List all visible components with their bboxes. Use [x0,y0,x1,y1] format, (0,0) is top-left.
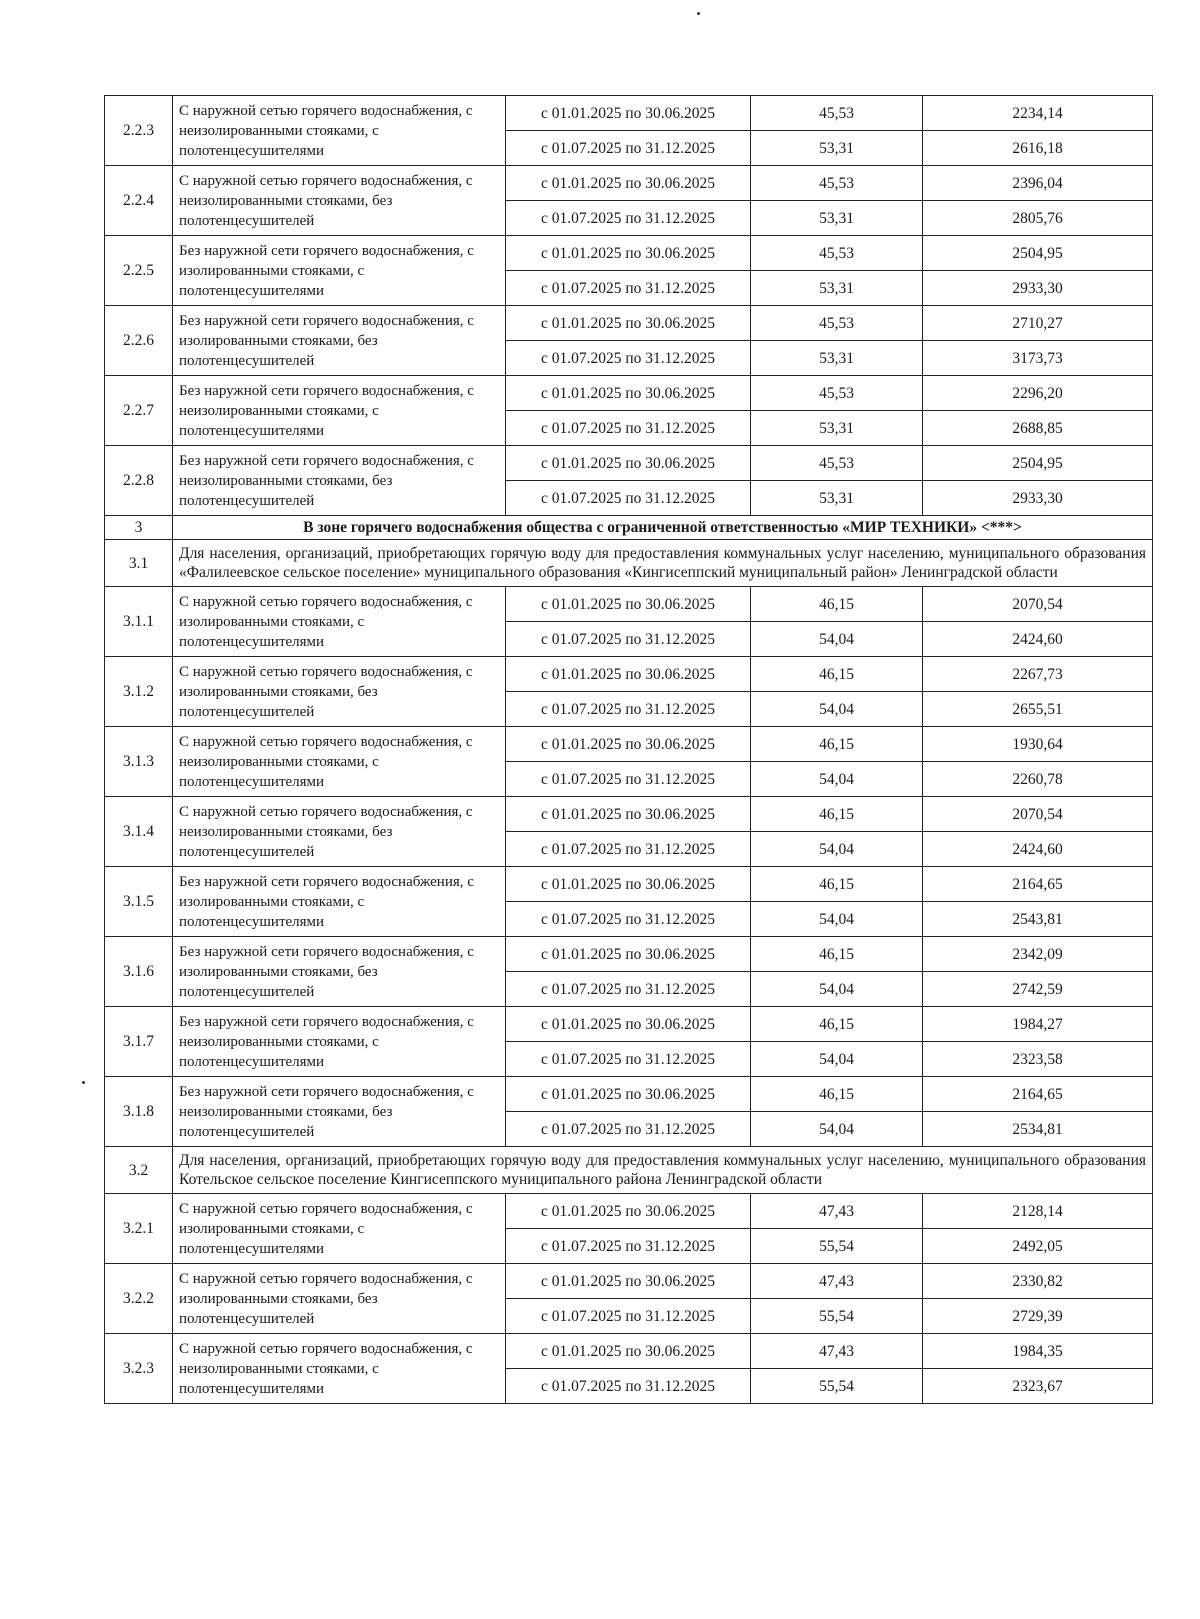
group-description: Для населения, организаций, приобретающих горячую воду для предоставления коммунальных услуг населению, муниципального образования Котельское сельское поселение Кингисеппского муниципального района Ленинградской области [173,1147,1153,1194]
rate-cell: 53,31 [751,271,923,306]
rate-cell: 53,31 [751,411,923,446]
table-row [105,587,1153,622]
item-description: С наружной сетью горячего водоснабжения, с неизолированными стояками, с полотенцесушителями [173,96,506,166]
period-cell: с 01.07.2025 по 31.12.2025 [506,762,751,797]
rate-cell: 45,53 [751,306,923,341]
item-code: 3.1.1 [105,587,173,657]
tariff-cell: 2260,78 [923,762,1153,797]
tariff-cell: 2070,54 [923,587,1153,622]
item-description: Без наружной сети горячего водоснабжения, с изолированными стояками, с полотенцесушителями [173,236,506,306]
rate-cell: 55,54 [751,1369,923,1404]
table-row [105,376,1153,411]
rate-cell: 45,53 [751,96,923,131]
item-code: 3.1.7 [105,1007,173,1077]
table-row [105,1007,1153,1042]
item-description: С наружной сетью горячего водоснабжения, с изолированными стояками, без полотенцесушителей [173,1264,506,1334]
rate-cell: 54,04 [751,832,923,867]
tariff-cell: 2070,54 [923,797,1153,832]
table-row [105,727,1153,762]
item-description: Без наружной сети горячего водоснабжения, с неизолированными стояками, с полотенцесушителями [173,1007,506,1077]
item-description: Без наружной сети горячего водоснабжения, с изолированными стояками, без полотенцесушителей [173,306,506,376]
period-cell: с 01.07.2025 по 31.12.2025 [506,1369,751,1404]
period-cell: с 01.07.2025 по 31.12.2025 [506,271,751,306]
rate-cell: 54,04 [751,622,923,657]
tariff-cell: 2742,59 [923,972,1153,1007]
tariff-cell: 2688,85 [923,411,1153,446]
group-code: 3.1 [105,540,173,587]
tariff-cell: 2323,67 [923,1369,1153,1404]
scan-speck [697,12,700,15]
tariff-cell: 2424,60 [923,622,1153,657]
period-cell: с 01.07.2025 по 31.12.2025 [506,481,751,516]
tariff-cell: 2267,73 [923,657,1153,692]
rate-cell: 54,04 [751,1112,923,1147]
tariff-cell: 2534,81 [923,1112,1153,1147]
item-code: 3.1.6 [105,937,173,1007]
period-cell: с 01.01.2025 по 30.06.2025 [506,1334,751,1369]
tariff-cell: 3173,73 [923,341,1153,376]
rate-cell: 54,04 [751,902,923,937]
item-code: 2.2.6 [105,306,173,376]
table-row [105,867,1153,902]
rate-cell: 54,04 [751,1042,923,1077]
period-cell: с 01.01.2025 по 30.06.2025 [506,727,751,762]
table-row [105,797,1153,832]
tariff-cell: 1984,35 [923,1334,1153,1369]
table-row [105,1194,1153,1229]
item-code: 2.2.8 [105,446,173,516]
period-cell: с 01.07.2025 по 31.12.2025 [506,692,751,727]
item-description: С наружной сетью горячего водоснабжения, с изолированными стояками, с полотенцесушителями [173,1194,506,1264]
table-row [105,1077,1153,1112]
period-cell: с 01.01.2025 по 30.06.2025 [506,657,751,692]
tariff-cell: 2424,60 [923,832,1153,867]
group-description: Для населения, организаций, приобретающих горячую воду для предоставления коммунальных услуг населению, муниципального образования «Фалилеевское сельское поселение» муниципального образования «Кингисеппский муниципальный район» Ленинградской области [173,540,1153,587]
period-cell: с 01.01.2025 по 30.06.2025 [506,1264,751,1299]
item-code: 3.2.2 [105,1264,173,1334]
period-cell: с 01.07.2025 по 31.12.2025 [506,411,751,446]
rate-cell: 46,15 [751,797,923,832]
period-cell: с 01.07.2025 по 31.12.2025 [506,201,751,236]
period-cell: с 01.01.2025 по 30.06.2025 [506,446,751,481]
rate-cell: 45,53 [751,236,923,271]
item-code: 3.1.4 [105,797,173,867]
item-description: С наружной сетью горячего водоснабжения, с неизолированными стояками, без полотенцесушителей [173,797,506,867]
period-cell: с 01.07.2025 по 31.12.2025 [506,1229,751,1264]
section-title: В зоне горячего водоснабжения общества с ограниченной ответственностью «МИР ТЕХНИКИ» <***> [173,516,1153,540]
tariff-cell: 2616,18 [923,131,1153,166]
rate-cell: 53,31 [751,341,923,376]
period-cell: с 01.07.2025 по 31.12.2025 [506,832,751,867]
table-row [105,306,1153,341]
tariff-cell: 2655,51 [923,692,1153,727]
item-code: 2.2.5 [105,236,173,306]
tariff-cell: 2330,82 [923,1264,1153,1299]
tariff-table [104,95,1153,1404]
period-cell: с 01.01.2025 по 30.06.2025 [506,306,751,341]
period-cell: с 01.07.2025 по 31.12.2025 [506,1112,751,1147]
rate-cell: 55,54 [751,1229,923,1264]
tariff-cell: 1930,64 [923,727,1153,762]
item-code: 2.2.3 [105,96,173,166]
tariff-cell: 2805,76 [923,201,1153,236]
item-code: 3.1.2 [105,657,173,727]
rate-cell: 46,15 [751,727,923,762]
rate-cell: 47,43 [751,1334,923,1369]
table-row [105,446,1153,481]
group-row [105,1147,1153,1194]
item-code: 3.2.1 [105,1194,173,1264]
rate-cell: 45,53 [751,446,923,481]
tariff-cell: 2710,27 [923,306,1153,341]
period-cell: с 01.01.2025 по 30.06.2025 [506,1194,751,1229]
rate-cell: 47,43 [751,1264,923,1299]
period-cell: с 01.01.2025 по 30.06.2025 [506,166,751,201]
item-code: 3.1.3 [105,727,173,797]
tariff-cell: 2933,30 [923,481,1153,516]
period-cell: с 01.07.2025 по 31.12.2025 [506,902,751,937]
tariff-cell: 2342,09 [923,937,1153,972]
tariff-cell: 2729,39 [923,1299,1153,1334]
table-row [105,937,1153,972]
table-row [105,1334,1153,1369]
item-description: С наружной сетью горячего водоснабжения, с изолированными стояками, с полотенцесушителями [173,587,506,657]
scan-speck [82,1081,85,1084]
item-description: С наружной сетью горячего водоснабжения, с изолированными стояками, без полотенцесушителей [173,657,506,727]
tariff-cell: 2323,58 [923,1042,1153,1077]
item-description: С наружной сетью горячего водоснабжения, с неизолированными стояками, с полотенцесушителями [173,1334,506,1404]
period-cell: с 01.01.2025 по 30.06.2025 [506,96,751,131]
rate-cell: 46,15 [751,1007,923,1042]
tariff-cell: 2234,14 [923,96,1153,131]
section-code: 3 [105,516,173,540]
period-cell: с 01.07.2025 по 31.12.2025 [506,622,751,657]
rate-cell: 46,15 [751,587,923,622]
rate-cell: 46,15 [751,1077,923,1112]
period-cell: с 01.01.2025 по 30.06.2025 [506,797,751,832]
rate-cell: 45,53 [751,166,923,201]
rate-cell: 53,31 [751,201,923,236]
group-row [105,540,1153,587]
table-row [105,96,1153,131]
tariff-cell: 2543,81 [923,902,1153,937]
period-cell: с 01.07.2025 по 31.12.2025 [506,131,751,166]
period-cell: с 01.07.2025 по 31.12.2025 [506,972,751,1007]
period-cell: с 01.07.2025 по 31.12.2025 [506,341,751,376]
tariff-cell: 2128,14 [923,1194,1153,1229]
period-cell: с 01.01.2025 по 30.06.2025 [506,1007,751,1042]
section-row [105,516,1153,540]
period-cell: с 01.01.2025 по 30.06.2025 [506,1077,751,1112]
period-cell: с 01.07.2025 по 31.12.2025 [506,1042,751,1077]
item-description: С наружной сетью горячего водоснабжения, с неизолированными стояками, с полотенцесушителями [173,727,506,797]
tariff-cell: 2396,04 [923,166,1153,201]
table-row [105,236,1153,271]
table-row [105,657,1153,692]
tariff-cell: 1984,27 [923,1007,1153,1042]
item-code: 3.1.8 [105,1077,173,1147]
item-code: 3.1.5 [105,867,173,937]
item-description: Без наружной сети горячего водоснабжения, с неизолированными стояками, без полотенцесушителей [173,1077,506,1147]
period-cell: с 01.01.2025 по 30.06.2025 [506,236,751,271]
rate-cell: 46,15 [751,867,923,902]
period-cell: с 01.07.2025 по 31.12.2025 [506,1299,751,1334]
rate-cell: 54,04 [751,762,923,797]
tariff-cell: 2296,20 [923,376,1153,411]
rate-cell: 53,31 [751,481,923,516]
rate-cell: 47,43 [751,1194,923,1229]
period-cell: с 01.01.2025 по 30.06.2025 [506,867,751,902]
rate-cell: 53,31 [751,131,923,166]
table-row [105,1264,1153,1299]
table-row [105,166,1153,201]
tariff-cell: 2164,65 [923,867,1153,902]
period-cell: с 01.01.2025 по 30.06.2025 [506,587,751,622]
item-description: Без наружной сети горячего водоснабжения, с неизолированными стояками, с полотенцесушителями [173,376,506,446]
tariff-cell: 2933,30 [923,271,1153,306]
item-description: Без наружной сети горячего водоснабжения, с неизолированными стояками, без полотенцесушителей [173,446,506,516]
item-code: 2.2.4 [105,166,173,236]
rate-cell: 55,54 [751,1299,923,1334]
tariff-cell: 2164,65 [923,1077,1153,1112]
item-code: 3.2.3 [105,1334,173,1404]
tariff-table-body [105,96,1153,1404]
group-code: 3.2 [105,1147,173,1194]
item-description: С наружной сетью горячего водоснабжения, с неизолированными стояками, без полотенцесушителей [173,166,506,236]
item-description: Без наружной сети горячего водоснабжения, с изолированными стояками, без полотенцесушителей [173,937,506,1007]
period-cell: с 01.01.2025 по 30.06.2025 [506,937,751,972]
rate-cell: 46,15 [751,657,923,692]
tariff-cell: 2504,95 [923,236,1153,271]
rate-cell: 54,04 [751,972,923,1007]
rate-cell: 54,04 [751,692,923,727]
rate-cell: 45,53 [751,376,923,411]
period-cell: с 01.01.2025 по 30.06.2025 [506,376,751,411]
tariff-cell: 2492,05 [923,1229,1153,1264]
item-description: Без наружной сети горячего водоснабжения, с изолированными стояками, с полотенцесушителями [173,867,506,937]
rate-cell: 46,15 [751,937,923,972]
tariff-cell: 2504,95 [923,446,1153,481]
item-code: 2.2.7 [105,376,173,446]
